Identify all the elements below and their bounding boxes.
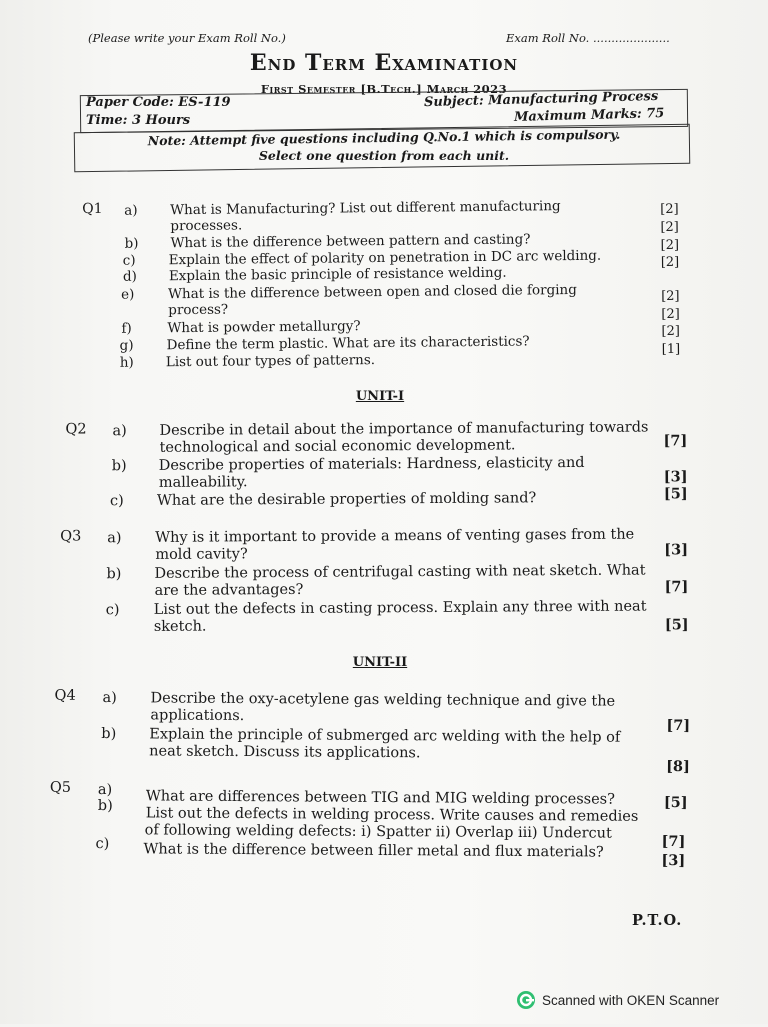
- scanner-text: Scanned with OKEN Scanner: [542, 992, 720, 1008]
- question-text: malleability.: [158, 474, 248, 491]
- question-text: technological and social economic development.: [159, 437, 516, 456]
- semester-line: First Semester [B.Tech.] March 2023: [260, 82, 508, 96]
- subject: Subject: Manufacturing Process: [423, 88, 659, 111]
- marks: [2]: [660, 254, 680, 271]
- part-label: a): [107, 530, 122, 547]
- question-text: List out the defects in welding process. Write causes and remedies: [145, 805, 639, 825]
- unit-heading: UNIT-II: [352, 655, 408, 670]
- question-text: Explain the principle of submerged arc welding with the help of: [149, 726, 621, 746]
- marks: [3]: [663, 468, 688, 486]
- marks: [2]: [661, 288, 680, 305]
- part-label: c): [122, 252, 136, 269]
- part-label: f): [121, 320, 132, 337]
- scanner-logo-icon: [516, 990, 536, 1010]
- part-label: g): [119, 337, 134, 354]
- question-text: List out four types of patterns.: [165, 352, 376, 371]
- part-label: a): [102, 690, 117, 707]
- marks: [8]: [666, 757, 690, 776]
- paper-code: Paper Code: ES-119: [86, 95, 231, 110]
- marks: [5]: [663, 485, 688, 503]
- question-text: of following welding defects: i) Spatter ii) Overlap iii) Undercut: [144, 822, 612, 842]
- pto-label: P.T.O.: [632, 912, 683, 929]
- question-text: are the advantages?: [154, 581, 304, 599]
- part-label: d): [122, 268, 137, 285]
- part-label: c): [105, 602, 120, 619]
- marks: [2]: [660, 219, 679, 236]
- marks: [2]: [660, 237, 680, 254]
- marks: [2]: [660, 201, 679, 218]
- marks: [5]: [663, 793, 688, 812]
- question-text: mold cavity?: [155, 546, 248, 563]
- question-text: What is the difference between pattern and casting?: [170, 231, 531, 252]
- question-text: What is the difference between open and closed die forging: [168, 281, 577, 303]
- question-text: neat sketch. Discuss its applications.: [149, 743, 421, 762]
- question-text: sketch.: [153, 618, 207, 635]
- part-label: b): [97, 798, 113, 815]
- marks: [3]: [664, 541, 689, 559]
- scanner-watermark: [516, 990, 719, 1010]
- marks: [7]: [663, 432, 688, 450]
- question-number: Q2: [65, 421, 87, 438]
- part-label: h): [119, 354, 134, 371]
- roll-note: (Please write your Exam Roll No.): [88, 31, 286, 45]
- question-text: processes.: [170, 217, 243, 235]
- part-label: b): [106, 566, 122, 583]
- question-text: process?: [168, 301, 229, 319]
- maximum-marks: Maximum Marks: 75: [513, 106, 665, 125]
- question-number: Q3: [60, 528, 82, 545]
- question-text: Describe in detail about the importance of manufacturing towards: [159, 419, 649, 439]
- marks: [2]: [661, 306, 680, 323]
- roll-label: Exam Roll No. .....................: [506, 31, 670, 45]
- question-number: Q4: [54, 687, 76, 704]
- part-label: b): [111, 458, 127, 475]
- question-text: Explain the effect of polarity on penetration in DC arc welding.: [168, 247, 602, 269]
- unit-heading: UNIT-I: [355, 389, 405, 404]
- question-text: What is powder metallurgy?: [167, 318, 361, 337]
- marks: [2]: [661, 323, 681, 340]
- marks: [3]: [661, 851, 686, 870]
- question-text: List out the defects in casting process. Explain any three with neat: [153, 598, 647, 618]
- question-text: Describe properties of materials: Hardness, elasticity and: [158, 454, 585, 474]
- question-text: Define the term plastic. What are its characteristics?: [166, 333, 530, 354]
- note-line-2: Select one question from each unit.: [258, 148, 510, 163]
- question-number: Q5: [49, 779, 72, 796]
- page-title: End Term Examination: [249, 50, 519, 76]
- part-label: b): [101, 726, 117, 743]
- part-label: e): [121, 286, 135, 303]
- marks: [7]: [666, 716, 691, 735]
- question-text: What is the difference between filler metal and flux materials?: [143, 841, 604, 861]
- note-line-1: Note: Attempt five questions including Q.No.1 which is compulsory.: [147, 126, 621, 149]
- question-text: Describe the oxy-acetylene gas welding technique and give the: [150, 690, 616, 710]
- question-text: What is Manufacturing? List out different manufacturing: [170, 198, 561, 219]
- question-text: What are the desirable properties of molding sand?: [156, 490, 537, 509]
- marks: [5]: [664, 616, 689, 634]
- marks: [1]: [661, 341, 681, 358]
- question-text: Describe the process of centrifugal casting with neat sketch. What: [154, 562, 646, 582]
- time-allowed: Time: 3 Hours: [86, 113, 191, 128]
- question-text: What are differences between TIG and MIG welding processes?: [145, 788, 615, 808]
- question-text: Explain the basic principle of resistance welding.: [168, 264, 507, 285]
- part-label: a): [124, 202, 138, 219]
- part-label: a): [97, 782, 113, 799]
- marks: [7]: [661, 832, 686, 851]
- question-text: applications.: [150, 707, 245, 725]
- marks: [7]: [664, 578, 689, 596]
- question-text: Why is it important to provide a means of venting gases from the: [155, 526, 635, 546]
- part-label: c): [109, 493, 124, 510]
- part-label: c): [95, 836, 110, 853]
- part-label: b): [124, 235, 139, 252]
- part-label: a): [112, 423, 127, 440]
- question-number: Q1: [82, 200, 103, 218]
